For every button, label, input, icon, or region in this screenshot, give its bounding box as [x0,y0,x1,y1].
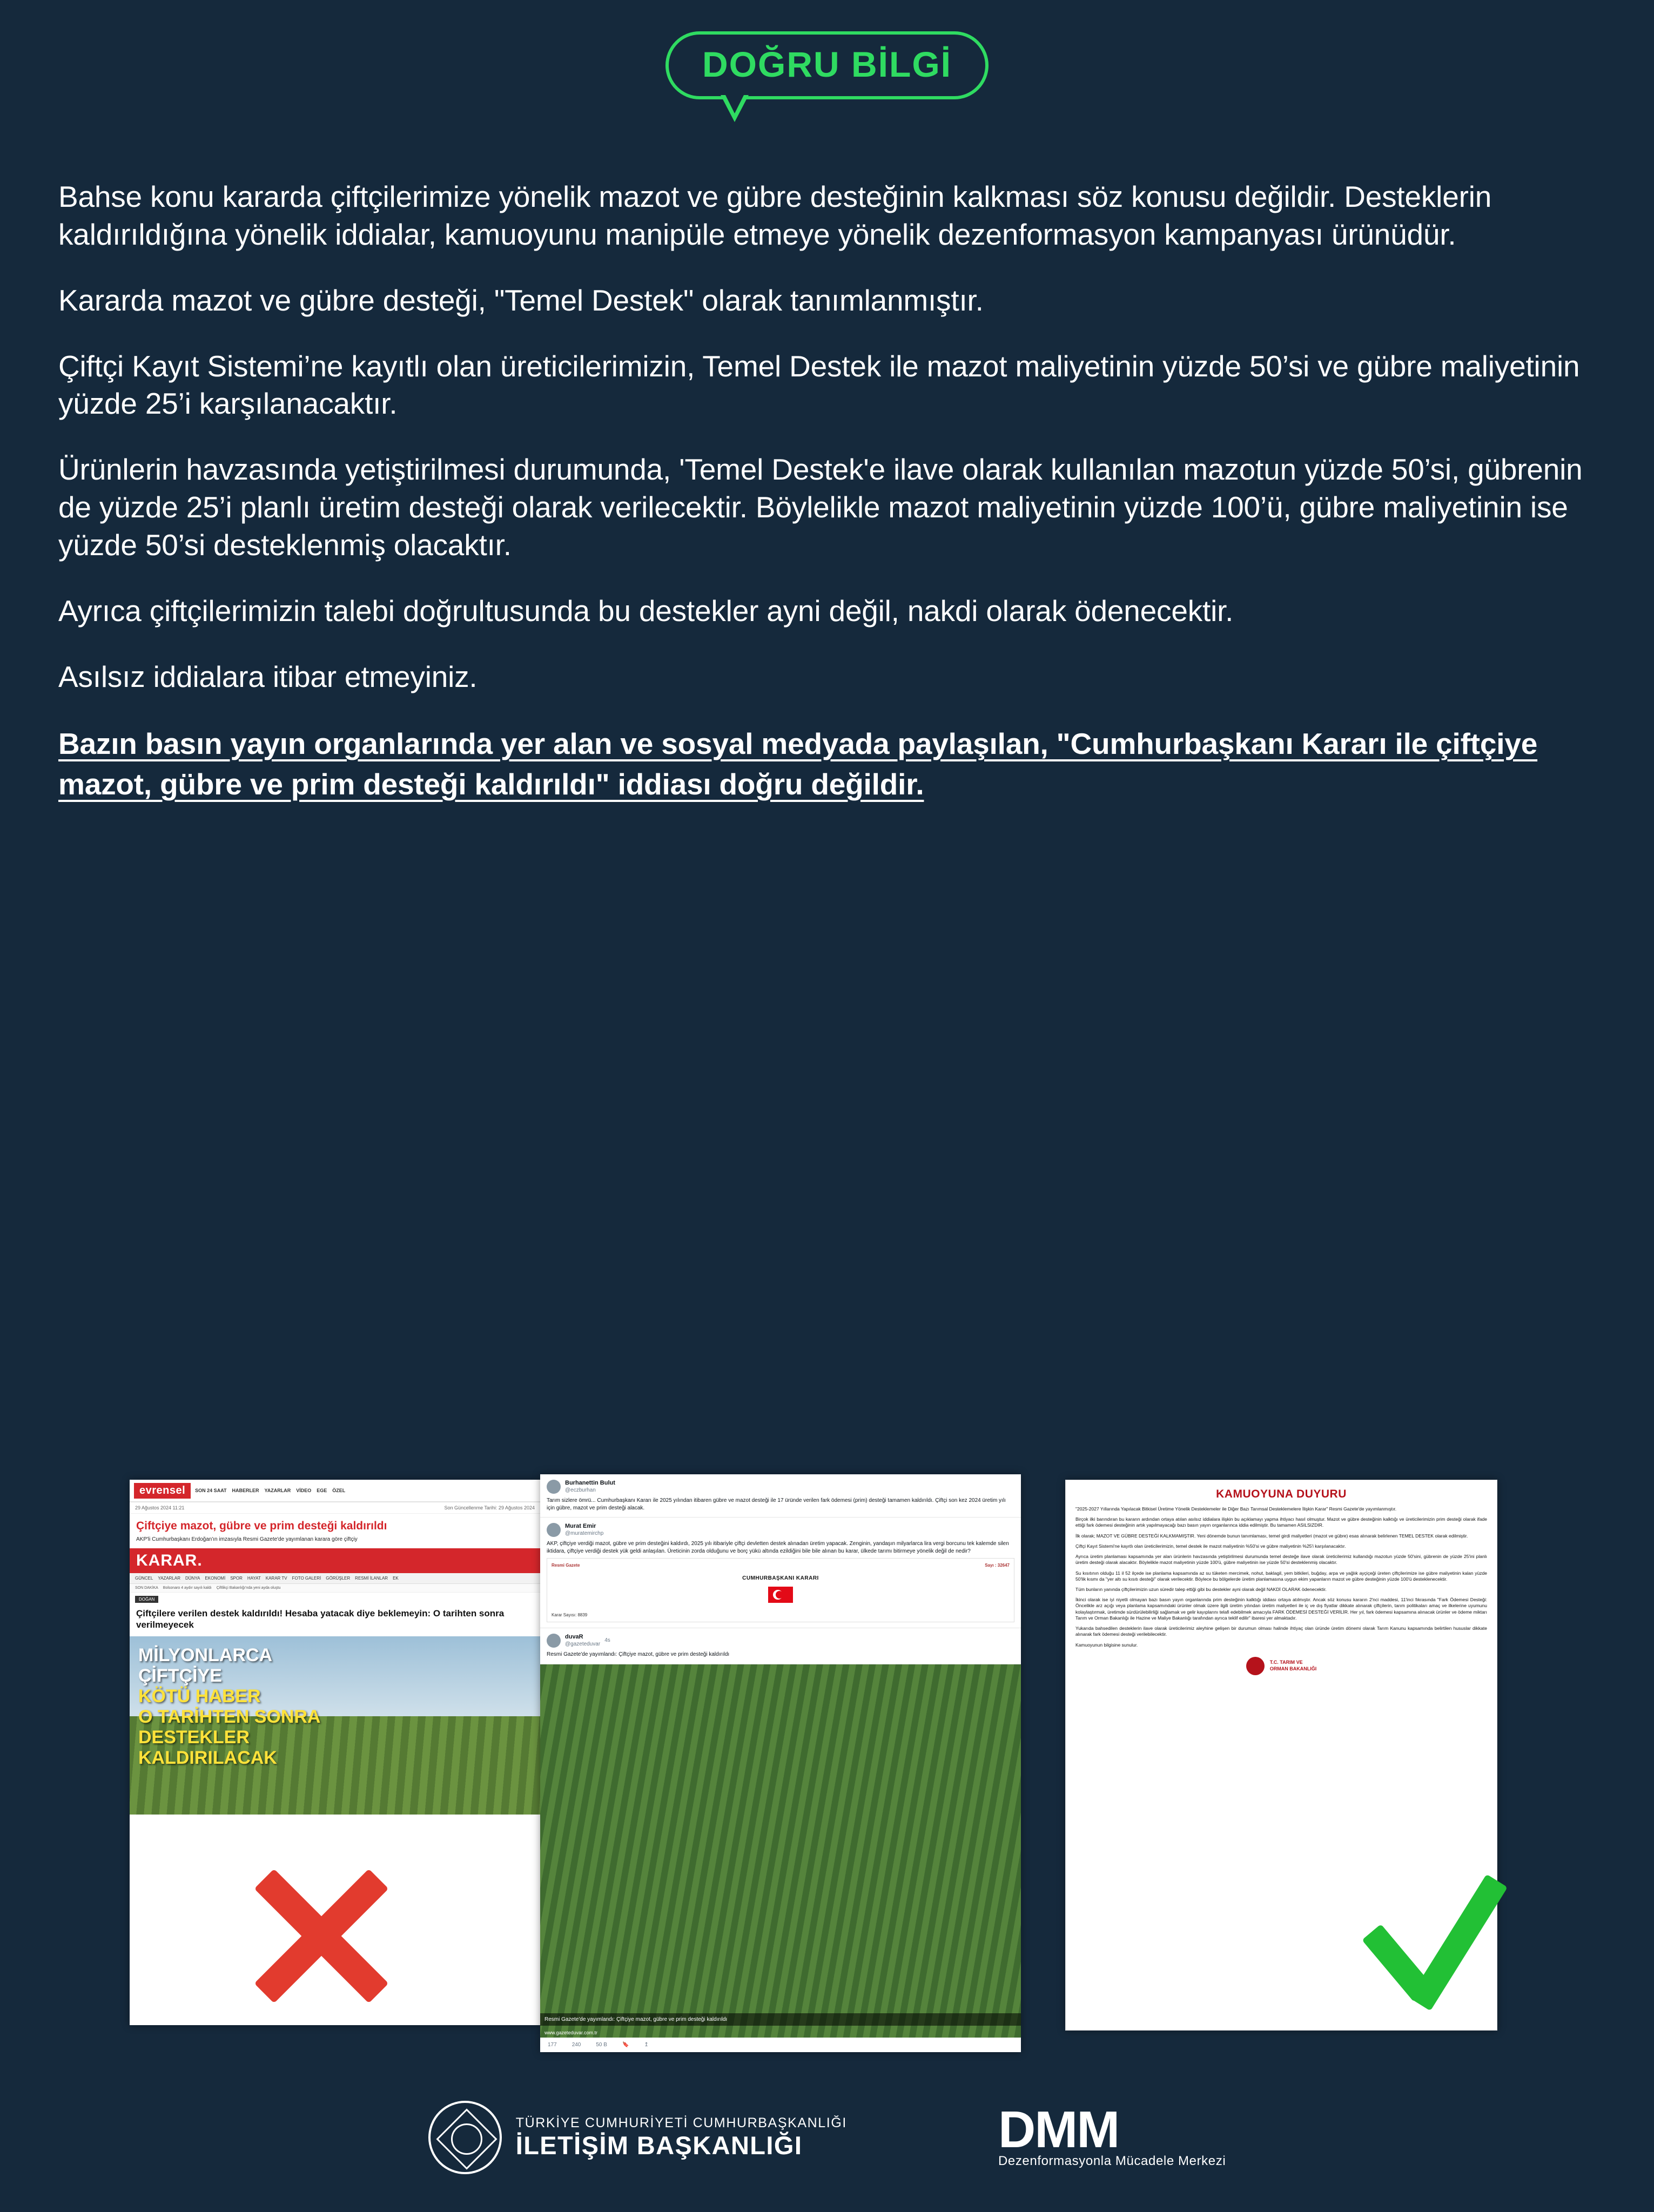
tweet-text: Tarım sizlere ömrü... Cumhurbaşkanı Kararı ile 2025 yılından itibaren gübre ve mazot desteği ile 17 üründe verilen fark ödemesi (prim) desteği tamamen kaldırıldı. Çiftçi son kez 2024 üretim yılı için gübre, mazot ve prim desteği alacak. [547,1498,1006,1511]
nav-item[interactable]: EK [393,1576,399,1581]
nav-item[interactable]: HAYAT [247,1576,261,1581]
nav-item[interactable]: GÖRÜŞLER [326,1576,351,1581]
publish-date: 29 Ağustos 2024 11:21 [135,1505,185,1510]
paragraph-7-claim: Bazın basın yayın organlarında yer alan ve sosyal medyada paylaşılan, "Cumhurbaşkanı Kararı ile çiftçiye mazot, gübre ve prim desteği kaldırıldı" iddiası doğru değildir. [58,727,1538,801]
announcement-paragraph: Yukarıda bahsedilen desteklerin ilave olarak üreticilerimiz aleyhine gelişen bir durumun olması halinde ihtiyaç olan üründe üretim dönemi olarak Tarım Kanunu kapsamında belirtilen hususlar dikkate alınarak fark ödemesi desteği verilebilecektir. [1075,1626,1487,1637]
resmi-gazete-topbar [552,1563,1010,1568]
tweet-text: Resmi Gazete'de yayımlandı: Çiftçiye mazot, gübre ve prim desteği kaldırıldı [547,1651,730,1657]
tweet-handle: @gazeteduvar [565,1641,601,1647]
resmi-gazete-sayi: Sayı : 32647 [985,1563,1010,1568]
view-count[interactable]: 50 B [596,2042,607,2048]
tweet-item [540,1628,1021,1664]
announcement-paragraph: Ayrıca üretim planlaması kapsamında yer alan ürünlerin havzasında yetiştirilmesi durumunda temel desteğe ilave olarak üreticilerimiz kullandığı mazotun yüzde 50'sini, gübrenin de yüzde 25'ini planlı üretim desteği olarak alacaktır. Böylelikle mazot maliyetinin yüzde 100'ü, gübre maliyetinin ise yüzde 50'si desteklenmiş olacaktır. [1075,1554,1487,1566]
karar-ticker [130,1584,540,1593]
turkish-flag-icon [768,1587,793,1603]
tweets-clipping [540,1474,1021,2052]
resmi-gazete-heading: CUMHURBAŞKANI KARARI [742,1575,819,1581]
page-footer [0,2101,1654,2174]
ministry-footer [1075,1657,1487,1675]
overlay-line: O TARİHTEN SONRA [138,1706,321,1727]
karar-nav [130,1573,540,1584]
ticker-item: Bolsonaro 4 aydır sayılı kaldı [163,1586,212,1590]
tweet-time: 4s [604,1637,610,1643]
nav-item[interactable]: VİDEO [296,1488,312,1493]
presidency-top-line: TÜRKİYE CUMHURİYETİ CUMHURBAŞKANLIĞI [515,2115,847,2130]
tweet-item [540,1518,1021,1628]
resmi-gazete-label: Resmi Gazete [552,1563,580,1568]
announcement-paragraph: Tüm bunların yanında çiftçilerimizin uzun süredir talep ettiği gibi bu destekler ayni olarak değil NAKDİ OLARAK ödenecektir. [1075,1586,1327,1592]
paragraph-4: Ürünlerin havzasında yetiştirilmesi durumunda, 'Temel Destek'e ilave olarak kullanılan mazotun yüzde 50’si, gübrenin de yüzde 25’i planlı üretim desteği olarak verilecektir. Böylelikle mazot maliyetinin yüzde 100’ü, gübre maliyetinin ise yüzde 50’si desteklenmiş olacaktır. [58,453,1583,562]
nav-item[interactable]: YAZARLAR [158,1576,180,1581]
nav-item[interactable]: RESMİ İLANLAR [355,1576,388,1581]
tweet-header [547,1634,1014,1648]
evrensel-headline: Çiftçiye mazot, gübre ve prim desteği kaldırıldı [136,1520,387,1532]
paragraph-6: Asılsız iddialara itibar etmeyiniz. [58,659,478,693]
avatar [547,1480,561,1494]
karar-headline: Çiftçilere verilen destek kaldırıldı! Hesaba yatacak diye beklemeyin: O tarihten sonra verilmeyecek [136,1608,505,1630]
nav-item[interactable]: SPOR [230,1576,243,1581]
paragraph-5: Ayrıca çiftçilerimizin talebi doğrultusunda bu destekler ayni değil, nakdi olarak ödenecektir. [58,594,1234,628]
nav-item[interactable]: ÖZEL [332,1488,346,1493]
tweet-text: AKP, çiftçiye verdiği mazot, gübre ve prim desteğini kaldırdı, 2025 yılı itibariyle çiftçi devletten destek alınadan üretim yapacak. Zenginin, yandaşın milyarlarca lira vergi borcunu tek kalemde silen iktidara, çiftçiye verdiği destek yük geldi anlaşılan. Üreticinin zorda olduğunu ve borç yükü altında ezildiğini bile bile alınan bu karar, ülkede tarımı bitirmeye yönelik değil de nedir? [547,1541,1009,1554]
presidency-main-line: İLETİŞİM BAŞKANLIĞI [515,2130,803,2160]
nav-item[interactable]: EGE [317,1488,327,1493]
evrensel-logo: evrensel [134,1483,191,1499]
tweet-header [547,1480,1014,1494]
ministry-name [1270,1660,1317,1672]
nav-item[interactable]: SON 24 SAAT [195,1488,227,1493]
thumbnail-overlay-text [138,1645,320,1768]
tweet-stats [540,2038,1021,2052]
doğru-bilgi-badge [0,31,1654,99]
announcement-paragraph: Birçok ilki barındıran bu kararın ardından ortaya atılan asılsız iddialara ilişkin bu açıklamayı yapma ihtiyacı hasıl olmuştur. Mazot ve gübre desteğinin kalktığı ve üreticilerimizin prim desteği olarak ifade ettiği fark ödemesi desteğinin artık yapılmayacağı bazı basın yayın organlarınca iddia edilmiştir. Bu tamamen ASILSIZDIR. [1075,1516,1487,1528]
karar-logo: KARAR. [130,1548,540,1573]
dmm-subtitle: Dezenformasyonla Mücadele Merkezi [998,2154,1226,2169]
tweet-author: Burhanettin Bulut [565,1480,615,1487]
evrensel-header [130,1480,540,1502]
overlay-line: ÇİFTÇİYE [138,1665,222,1686]
tweet-handle: @eczburhan [565,1487,596,1493]
announcement-paragraph: Su kısıtının olduğu 11 il 52 ilçede ise planlama kapsamında az su tüketen mercimek, nohut, baklagil, yem bitkileri, buğday, arpa ve yağlık ayçiçeği üreten çiftçilerimize ise gübre maliyetinin kalan yüzde 50'lik kısmı da "yer altı su kısıtı desteği" olarak verilecektir. Böylece bu bölgelerde üretim planlamasına uygun ekim yapanların mazot ve gübre desteğinin yüzde 100'ü desteklenecektir. [1075,1570,1487,1582]
like-count[interactable]: 240 [571,2042,581,2048]
evrensel-nav [195,1488,345,1493]
dmm-logo: DMM [998,2100,1119,2159]
avatar [547,1523,561,1537]
ministry-seal-icon [1246,1657,1265,1675]
x-mark-icon [232,1847,411,2025]
tweet-author: Murat Emir [565,1523,596,1530]
ticker-item: SON DAKİKA [135,1586,158,1590]
ministry-line-2: ORMAN BAKANLIĞI [1269,1665,1317,1671]
paragraph-1: Bahse konu kararda çiftçilerimize yönelik mazot ve gübre desteğinin kalkması söz konusu değildir. Desteklerin kaldırıldığına yönelik iddialar, kamuoyunu manipüle etmeye yönelik dezenformasyon kampanyası ürünüdür. [58,180,1492,251]
resmi-gazete-card [547,1558,1014,1622]
nav-item[interactable]: KARAR TV [265,1576,287,1581]
tweet-author: duvaR [565,1634,583,1641]
photo-caption: Resmi Gazete'de yayımlandı: Çiftçiye mazot, gübre ve prim desteği kaldırıldı [540,2013,1021,2026]
bookmark-icon[interactable]: 🔖 [622,2042,629,2048]
tweet-item [540,1474,1021,1518]
overlay-line: MİLYONLARCA [138,1644,273,1665]
share-icon[interactable]: ↥ [644,2042,649,2048]
announcement-paragraph: "2025-2027 Yıllarında Yapılacak Bitkisel Üretime Yönelik Desteklemeler ile Diğer Bazı Tarımsal Desteklemelere İlişkin Karar" Resmi Gazete'de yayımlanmıştır. [1075,1506,1397,1512]
nav-item[interactable]: YAZARLAR [264,1488,291,1493]
ministry-line-1: T.C. TARIM VE [1269,1660,1303,1665]
nav-item[interactable]: EKONOMİ [205,1576,226,1581]
ticker-item: Çiftlikçi Bakanlığı'nda yeni ayda oluştu [216,1586,281,1590]
overlay-line: DESTEKLER [138,1727,250,1748]
announcement-paragraph: İkinci olarak ise iyi niyetli olmayan bazı basın yayın organlarında prim desteğinin kalktığı iddiası ortaya atılmıştır. Ancak söz konusu kararın 2'nci maddesi, 11'inci fıkrasında "Fark Ödemesi Desteği: Öncelikle arz açığı veya planlama kapsamındaki ürünler olmak üzere ilgili üretim yılından üretim maliyetleri ile iç ve dış fiyatlar dikkate alınarak çiftçilerin, tarım politikaları amaç ve ilkelerine uyumunu kolaylaştırmak, üretimde sürdürülebilirliği sağlamak ve gelir kayıplarını telafi edebilmek amacıyla FARK ÖDEMESİ DESTEĞİ VERİLİR. Her yıl, fark ödemesi kapsamına alınacak ürünler ve ödeme miktarı Tarım ve Orman Bakanlığı ile Hazine ve Maliye Bakanlığı tarafından ayrıca teklif edilir" ibaresi yer almaktadır. [1075,1597,1487,1621]
presidency-branding [428,2101,847,2174]
karar-sayisi: Karar Sayısı: 8839 [552,1613,588,1617]
announcement-paragraph: Çiftçi Kayıt Sistemi'ne kayıtlı olan üreticilerimizin, temel destek ile mazot maliyetinin %50'si ve gübre maliyetinin %25'i karşılanacaktır. [1075,1543,1346,1549]
tweet-header [547,1523,1014,1537]
reply-count[interactable]: 177 [548,2042,557,2048]
badge-bubble [665,31,989,99]
presidency-emblem-icon [428,2101,502,2174]
check-mark-icon [1346,1847,1524,2025]
paragraph-3: Çiftçi Kayıt Sistemi’ne kayıtlı olan üreticilerimizin, Temel Destek ile mazot maliyetinin yüzde 50’si ve gübre maliyetinin yüzde 25’i karşılanacaktır. [58,349,1580,421]
overlay-line: KALDIRILACAK [138,1748,277,1769]
karar-category-tag: DOĞAN [135,1596,158,1603]
avatar [547,1634,561,1648]
dmm-branding [998,2100,1226,2169]
overlay-line: KÖTÜ HABER [138,1685,261,1707]
evrensel-summary: AKP'li Cumhurbaşkanı Erdoğan'ın imzasıyla Resmi Gazete'de yayımlanan karara göre çiftçiy [136,1536,358,1543]
resmi-gazete-meta [552,1613,1010,1617]
thumbnail-image [130,1636,540,1815]
badge-label: DOĞRU BİLGİ [702,44,952,84]
article-body [58,178,1598,804]
tweet-handle: @muratemirchp [565,1530,604,1536]
evidence-collage [0,1474,1654,2085]
tweet-photo [540,1664,1021,2038]
photo-url: www.gazeteduvar.com.tr [544,2030,598,2035]
announcement-paragraph: İlk olarak; MAZOT VE GÜBRE DESTEĞİ KALKMAMIŞTIR. Yeni dönemde bunun tanımlaması, temel girdi maliyetleri (mazot ve gübre) esas alınarak belirlenen TEMEL DESTEK olarak edilmiştir. [1075,1533,1468,1539]
evrensel-meta [130,1502,540,1514]
announcement-closing: Kamuoyunun bilgisine sunulur. [1075,1642,1138,1648]
badge-tail-inner-icon [725,94,744,113]
nav-item[interactable]: HABERLER [232,1488,259,1493]
update-date: Son Güncellenme Tarihi: 29 Ağustos 2024 [444,1505,535,1510]
nav-item[interactable]: GÜNCEL [135,1576,153,1581]
nav-item[interactable]: FOTO GALERİ [292,1576,321,1581]
nav-item[interactable]: DÜNYA [185,1576,200,1581]
announcement-title: KAMUOYUNA DUYURU [1216,1488,1347,1500]
paragraph-2: Kararda mazot ve gübre desteği, "Temel Destek" olarak tanımlanmıştır. [58,283,984,317]
